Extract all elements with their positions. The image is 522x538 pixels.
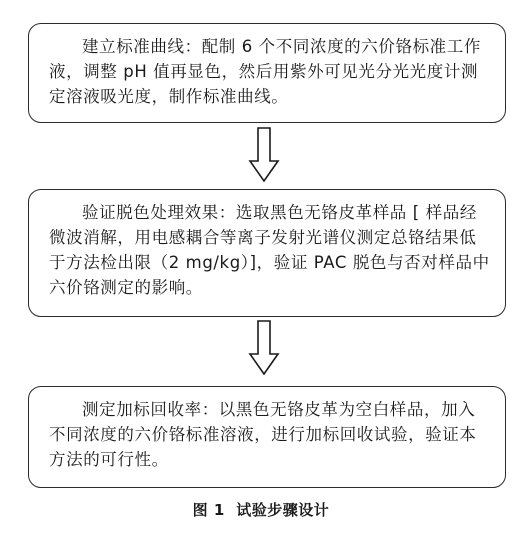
step-box-recovery-rate (28, 386, 506, 488)
down-arrow-icon (248, 320, 280, 376)
down-arrow-icon (248, 127, 280, 183)
step-text: 验证脱色处理效果：选取黑色无铬皮革样品 [ 样品经微波消解，用电感耦合等离子发射光谱仪测定总铬结果低于方法检出限（2 mg/kg）]，验证 PAC 脱色与否对样品中六价铬测定的影响。 (49, 203, 490, 297)
figure-caption (0, 499, 522, 520)
figure-number: 图 1 (192, 501, 225, 519)
step-box-decolorization-check (28, 189, 506, 317)
step-text: 测定加标回收率：以黑色无铬皮革为空白样品，加入不同浓度的六价铬标准溶液，进行加标回收试验，验证本方法的可行性。 (49, 400, 477, 469)
step-box-standard-curve (28, 23, 506, 123)
step-text: 建立标准曲线：配制 6 个不同浓度的六价铬标准工作液，调整 pH 值再显色，然后用紫外可见光分光光度计测定溶液吸光度，制作标准曲线。 (49, 37, 481, 106)
figure-title: 试验步骤设计 (236, 501, 330, 519)
